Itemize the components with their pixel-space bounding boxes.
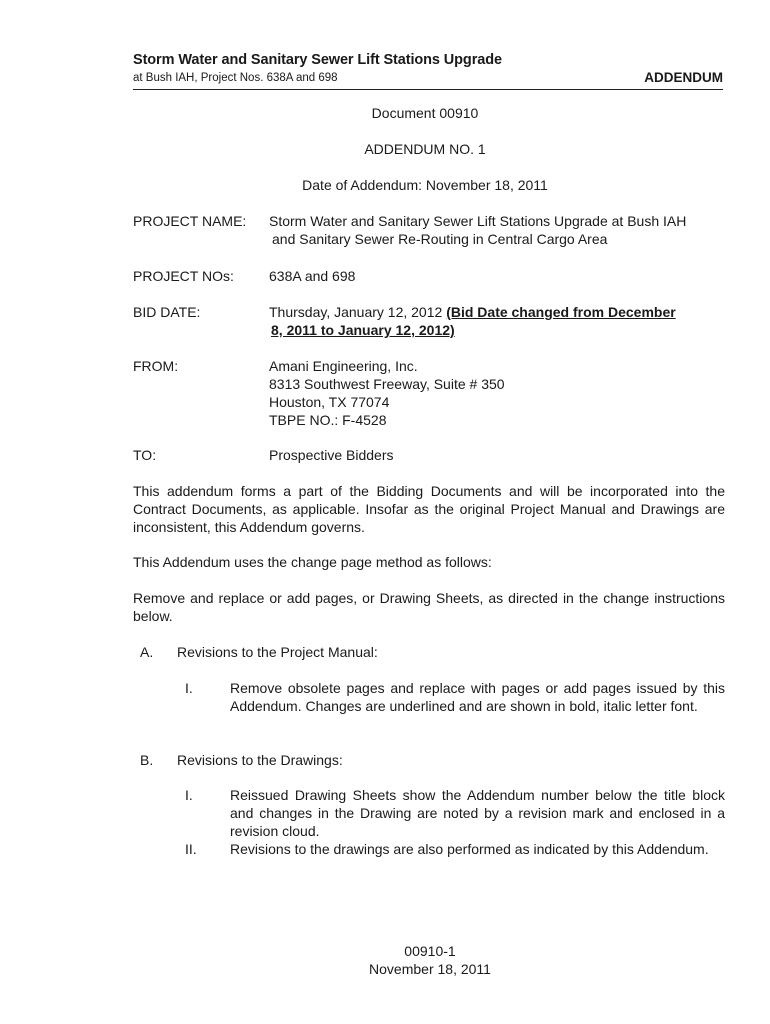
intro-paragraph: This addendum forms a part of the Bidding Documents and will be incorporated into the Contract Documents, as applicable. Insofar as the original Project Manual and Drawings are inconsistent, this Addendum governs. (133, 483, 725, 535)
section-b-title: Revisions to the Drawings: (177, 752, 343, 768)
project-name-line-1: Storm Water and Sanitary Sewer Lift Stations Upgrade at Bush IAH (269, 213, 687, 229)
header-rule (133, 89, 723, 90)
section-a-mark: A. (140, 644, 154, 660)
section-b-item-1-num: I. (185, 787, 193, 803)
bid-date-text: Thursday, January 12, 2012 (269, 304, 443, 320)
project-name-value (269, 212, 725, 248)
header-subtitle: at Bush IAH, Project Nos. 638A and 698 (133, 72, 338, 84)
section-b-item-2-num: II. (185, 841, 197, 857)
bid-date-value (269, 303, 725, 339)
bid-date-change-note-1: (Bid Date changed from December (446, 304, 676, 320)
from-label: FROM: (133, 358, 179, 374)
page-footer (330, 942, 530, 978)
to-value: Prospective Bidders (269, 447, 394, 463)
remove-paragraph: Remove and replace or add pages, or Drawing Sheets, as directed in the change instructions below. (133, 590, 725, 624)
section-b-mark: B. (140, 752, 154, 768)
bid-date-change-note-2: 8, 2011 to January 12, 2012) (271, 322, 455, 338)
project-name-line-2: and Sanitary Sewer Re-Routing in Central Cargo Area (272, 231, 608, 247)
method-paragraph: This Addendum uses the change page method as follows: (133, 554, 492, 570)
from-line-city: Houston, TX 77074 (269, 394, 390, 410)
from-line-street: 8313 Southwest Freeway, Suite # 350 (269, 376, 505, 392)
header-title: Storm Water and Sanitary Sewer Lift Stations Upgrade (133, 52, 502, 68)
section-b-item-1-text: Reissued Drawing Sheets show the Addendum number below the title block and changes in the Drawing are noted by a revision mark and enclosed in a revision cloud. (230, 787, 725, 839)
document-number: Document 00910 (371, 105, 479, 121)
addendum-number: ADDENDUM NO. 1 (364, 141, 486, 157)
header-addendum-label: ADDENDUM (644, 70, 723, 85)
to-label: TO: (133, 447, 157, 463)
project-nos-value: 638A and 698 (269, 268, 356, 284)
addendum-date: Date of Addendum: November 18, 2011 (302, 177, 548, 193)
section-a-title: Revisions to the Project Manual: (177, 644, 378, 660)
section-a-item-1-num: I. (185, 680, 193, 696)
footer-page-number: 00910-1 (404, 943, 456, 959)
section-a-item-1-text: Remove obsolete pages and replace with pages or add pages issued by this Addendum. Changes are underlined and are shown in bold, italic letter font. (230, 680, 725, 714)
from-line-company: Amani Engineering, Inc. (269, 358, 418, 374)
footer-date: November 18, 2011 (369, 961, 491, 977)
project-name-label: PROJECT NAME: (133, 213, 247, 229)
from-line-tbpe: TBPE NO.: F-4528 (269, 412, 387, 428)
project-nos-label: PROJECT NOs: (133, 268, 234, 284)
bid-date-label: BID DATE: (133, 304, 201, 320)
from-address (269, 357, 725, 429)
section-b-item-2-text: Revisions to the drawings are also performed as indicated by this Addendum. (230, 841, 709, 857)
